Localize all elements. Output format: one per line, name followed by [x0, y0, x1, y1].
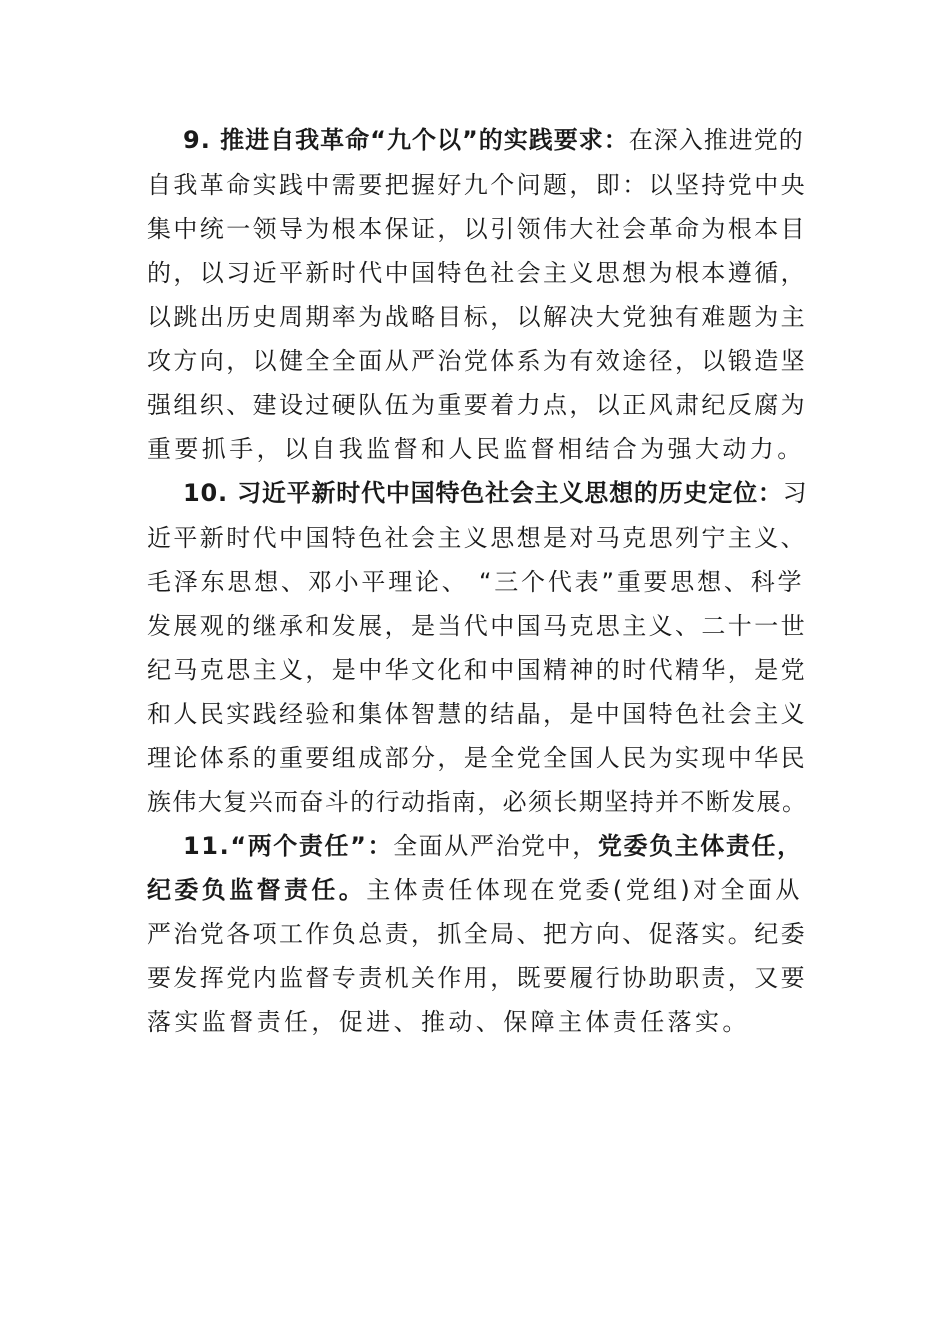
- paragraph-line: 攻方向，以健全全面从严治党体系为有效途径，以锻造坚: [147, 347, 807, 375]
- paragraph-line: 落实监督责任，促进、推动、保障主体责任落实。: [147, 1008, 750, 1036]
- paragraph-line: 毛泽东思想、邓小平理论、 “三个代表”重要思想、科学: [147, 568, 805, 596]
- paragraph-line: 要发挥党内监督专责机关作用，既要履行协助职责，又要: [147, 964, 807, 992]
- paragraph-line: 纪马克思主义，是中华文化和中国精神的时代精华，是党: [147, 656, 807, 684]
- line-text: 在深入推进党的: [628, 126, 804, 154]
- paragraph-line: 理论体系的重要组成部分，是全党全国人民为实现中华民: [147, 744, 807, 772]
- paragraph-line: 近平新时代中国特色社会主义思想是对马克思列宁主义、: [147, 524, 807, 552]
- line-text: 全面从严治党中，: [393, 832, 598, 860]
- paragraph-line: [183, 478, 807, 508]
- paragraph-line: [147, 875, 807, 905]
- emphasis-text: 纪委负监督责任。: [147, 876, 367, 904]
- paragraph-line: [183, 831, 807, 861]
- line-text: 主体责任体现在党委(党组)对全面从: [366, 876, 803, 904]
- emphasis-text: 党委负主体责任，: [597, 832, 803, 860]
- paragraph-line: [183, 125, 807, 155]
- section-heading: 9. 推进自我革命“九个以”的实践要求：: [183, 126, 629, 154]
- line-text: 习: [782, 479, 808, 507]
- paragraph-line: 以跳出历史周期率为战略目标，以解决大党独有难题为主: [147, 303, 807, 331]
- paragraph-line: 严治党各项工作负总责，抓全局、把方向、促落实。纪委: [147, 920, 807, 948]
- section-heading: 11.“两个责任”：: [183, 832, 394, 860]
- paragraph-line: 集中统一领导为根本保证，以引领伟大社会革命为根本目: [147, 215, 807, 243]
- paragraph-line: 强组织、建设过硬队伍为重要着力点，以正风肃纪反腐为: [147, 391, 807, 419]
- paragraph-line: 和人民实践经验和集体智慧的结晶，是中国特色社会主义: [147, 700, 807, 728]
- paragraph-line: 发展观的继承和发展，是当代中国马克思主义、二十一世: [147, 612, 807, 640]
- paragraph-line: 自我革命实践中需要把握好九个问题，即：以坚持党中央: [147, 171, 807, 199]
- paragraph-line: 的，以习近平新时代中国特色社会主义思想为根本遵循，: [147, 259, 807, 287]
- paragraph-line: 族伟大复兴而奋斗的行动指南，必须长期坚持并不断发展。: [147, 788, 808, 816]
- section-heading: 10. 习近平新时代中国特色社会主义思想的历史定位：: [183, 479, 783, 507]
- paragraph-line: 重要抓手，以自我监督和人民监督相结合为强大动力。: [147, 435, 805, 463]
